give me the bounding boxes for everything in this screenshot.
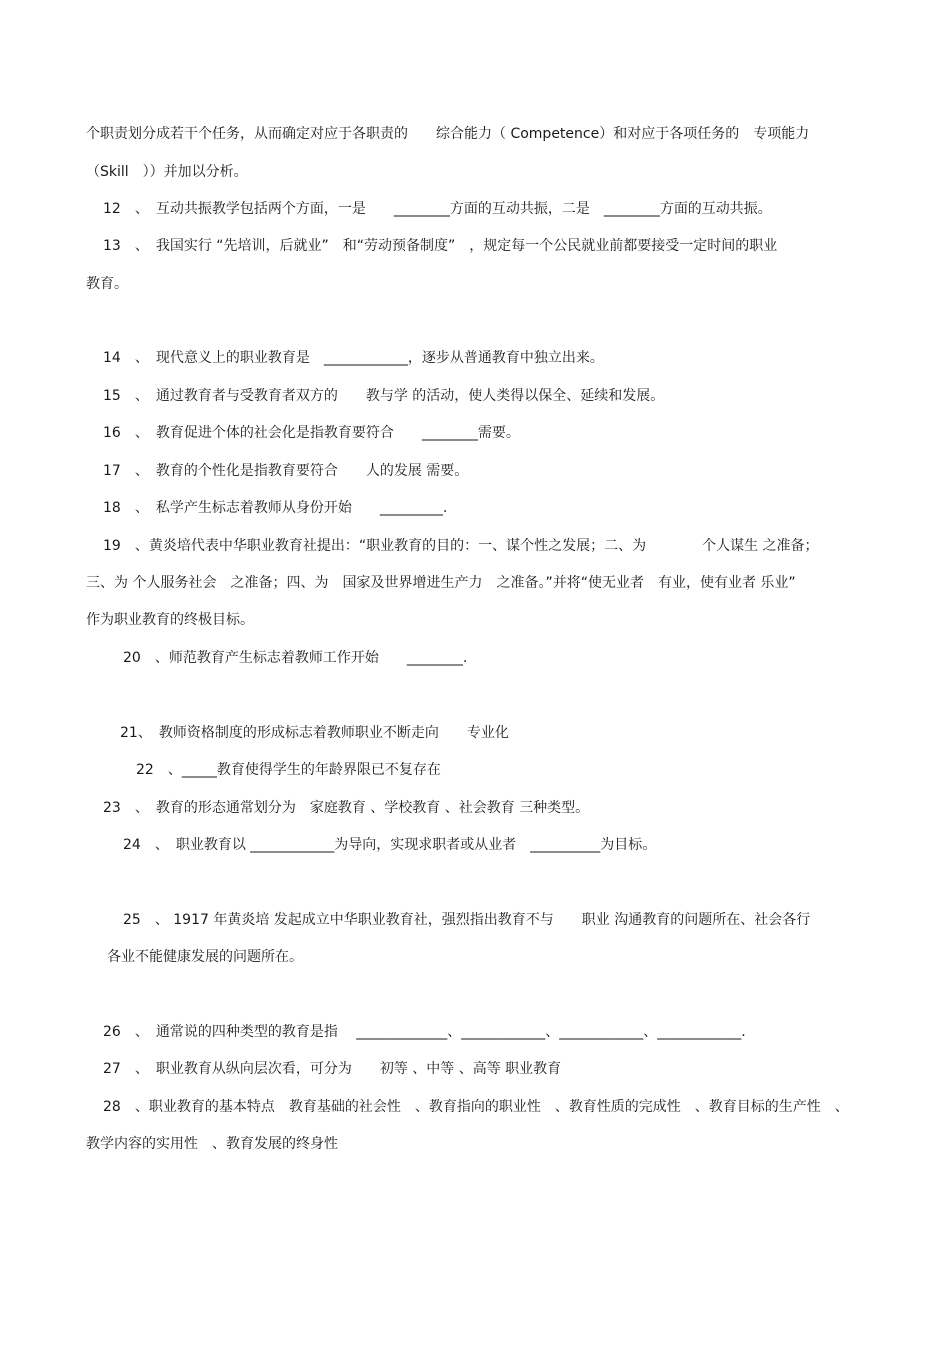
question-23: 23 、 教育的形态通常划分为 家庭教育 、学校教育 、社会教育 三种类型。	[103, 800, 590, 816]
question-18: 18 、 私学产生标志着教师从身份开始 _________.	[103, 500, 448, 516]
question-13-continuation: 教育。	[86, 276, 128, 292]
question-12: 12 、 互动共振教学包括两个方面，一是 ________方面的互动共振，二是 ________方面的互动共振。	[103, 201, 772, 217]
text-line-continuation-11b: （Skill ））并加以分析。	[86, 164, 248, 180]
question-13: 13 、 我国实行 “先培训，后就业” 和“劳动预备制度” ，规定每一个公民就业前都要接受一定时间的职业	[103, 238, 778, 254]
question-25-continuation: 各业不能健康发展的问题所在。	[107, 949, 303, 965]
question-15: 15 、 通过教育者与受教育者双方的 教与学 的活动，使人类得以保全、延续和发展。	[103, 388, 665, 404]
question-21: 21、 教师资格制度的形成标志着教师职业不断走向 专业化	[120, 725, 509, 741]
question-14: 14 、 现代意义上的职业教育是 ____________，逐步从普通教育中独立出来。	[103, 350, 604, 366]
question-19-continuation-b: 作为职业教育的终极目标。	[86, 612, 254, 628]
question-19: 19 、黄炎培代表中华职业教育社提出：“职业教育的目的：一、谋个性之发展；二、为 个人谋生 之准备；	[103, 538, 819, 554]
question-28-continuation: 教学内容的实用性 、教育发展的终身性	[86, 1136, 338, 1152]
text-line-continuation-11a: 个职责划分成若干个任务，从而确定对应于各职责的 综合能力（ Competence）和对应于各项任务的 专项能力	[86, 126, 810, 142]
question-27: 27 、 职业教育从纵向层次看，可分为 初等 、中等 、高等 职业教育	[103, 1061, 562, 1077]
question-17: 17 、 教育的个性化是指教育要符合 人的发展 需要。	[103, 463, 469, 479]
question-28: 28 、职业教育的基本特点 教育基础的社会性 、教育指向的职业性 、教育性质的完成性 、教育目标的生产性 、	[103, 1099, 849, 1115]
question-20: 20 、师范教育产生标志着教师工作开始 ________.	[123, 650, 468, 666]
question-25: 25 、 1917 年黄炎培 发起成立中华职业教育社，强烈指出教育不与 职业 沟通教育的问题所在、社会各行	[123, 912, 811, 928]
question-16: 16 、 教育促进个体的社会化是指教育要符合 ________需要。	[103, 425, 520, 441]
question-22: 22 、_____教育使得学生的年龄界限已不复存在	[136, 762, 441, 778]
question-19-continuation-a: 三、为 个人服务社会 之准备；四、为 国家及世界增进生产力 之准备。”并将“使无业者 有业，使有业者 乐业”	[86, 575, 796, 591]
question-26: 26 、 通常说的四种类型的教育是指 _____________、____________、____________、____________.	[103, 1024, 746, 1040]
question-24: 24 、 职业教育以 ____________为导向，实现求职者或从业者 __________为目标。	[123, 837, 657, 853]
